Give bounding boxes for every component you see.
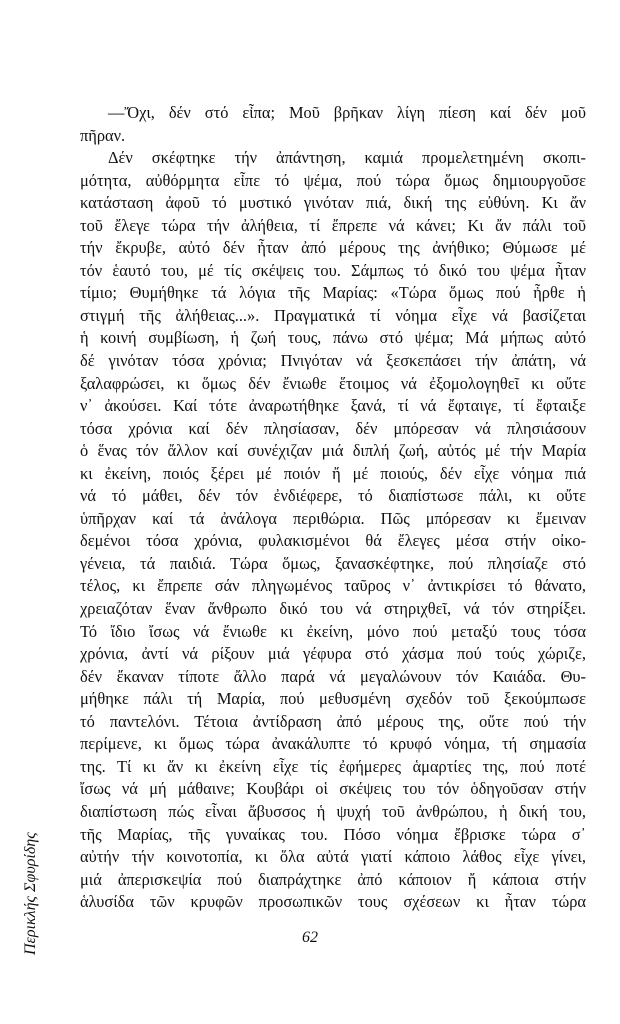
text-line: τόν ἑαυτό του, μέ τίς σκέψεις του. Σάμπως τό δικό του ψέμα ἦταν <box>80 260 586 280</box>
author-name-margin: Περικλής Σφυρίδης <box>22 832 39 955</box>
text-line: μότητα, αὐθόρμητα εἶπε τό ψέμα, πού τώρα ὅμως δημιουργοῦσε <box>80 170 586 190</box>
text-line: της. Τί κι ἄν κι ἐκείνη εἶχε τίς ἐφήμερες ἁμαρτίες της, πού ποτέ <box>80 756 586 776</box>
text-line: ἴσως νά μή μάθαινε; Κουβάρι οἱ σκέψεις του τόν ὁδηγοῦσαν στήν <box>80 779 586 799</box>
text-line: διαπίστωση πώς εἶναι ἄβυσσος ἡ ψυχή τοῦ ἀνθρώπου, ἡ δική του, <box>80 801 586 821</box>
text-line: μιά ἀπερισκεψία πού διαπράχτηκε ἀπό κάποιον ἤ κάποια στήν <box>80 869 586 889</box>
text-line: μήθηκε πάλι τή Μαρία, πού μεθυσμένη σχεδόν τοῦ ξεκούμπωσε <box>80 689 586 709</box>
text-line: γένεια, τά παιδιά. Τώρα ὅμως, ξανασκέφτηκε, πού πλησίαζε στό <box>80 553 586 573</box>
text-line: ἁλυσίδα τῶν κρυφῶν προσωπικῶν τους σχέσεων κι ἦταν τώρα <box>80 892 586 912</box>
text-line: τίμιο; Θυμήθηκε τά λόγια τῆς Μαρίας: «Τώρα ὅμως πού ἦρθε ἡ <box>80 283 586 303</box>
text-line: πῆραν. <box>80 125 126 145</box>
text-line: περίμενε, κι ὅμως τώρα ἀνακάλυπτε τό κρυφό νόημα, τή σημασία <box>80 734 586 754</box>
text-line: νά τό μάθει, δέν τόν ἐνδιέφερε, τό διαπίστωσε πάλι, κι οὔτε <box>80 486 586 506</box>
text-line: τῆς Μαρίας, τῆς γυναίκας του. Πόσο νόημα ἔβρισκε τώρα σ᾿ <box>80 824 586 844</box>
text-line: ν᾿ ἀκούσει. Καί τότε ἀναρωτήθηκε ξανά, τί νά ἔφταιγε, τί ἔφταιξε <box>80 396 586 416</box>
text-line: κι ἐκείνη, ποιός ξέρει μέ ποιόν ἤ μέ ποιούς, δέν εἶχε νόημα πιά <box>80 463 586 483</box>
text-line: δέν ἔκαναν τίποτε ἄλλο παρά νά μεγαλώνουν τόν Καιάδα. Θυ- <box>80 666 586 686</box>
text-line: ἡ κοινή συμβίωση, ἡ ζωή τους, πάνω στό ψέμα; Μά μήπως αὐτό <box>80 328 586 348</box>
text-line: κατάσταση ἀφοῦ τό μυστικό γινόταν πιά, δική της εὐθύνη. Κι ἄν <box>80 193 586 213</box>
text-line: ξαλαφρώσει, κι ὅμως δέν ἔνιωθε ἕτοιμος νά ἐξομολογηθεῖ κι οὔτε <box>80 373 586 393</box>
text-line: δέ γινόταν τόσα χρόνια; Πνιγόταν νά ξεσκεπάσει τήν ἀπάτη, νά <box>80 351 586 371</box>
text-line: Τό ἴδιο ἴσως νά ἔνιωθε κι ἐκείνη, μόνο πού μεταξύ τους τόσα <box>80 621 586 641</box>
text-line: χρόνια, ἀντί νά ρίξουν μιά γέφυρα στό χάσμα πού τούς χώριζε, <box>80 644 586 664</box>
text-line: ὁ ἕνας τόν ἄλλον καί συνέχιζαν μιά διπλή ζωή, αὐτός μέ τήν Μαρία <box>80 441 586 461</box>
text-line: τοῦ ἔλεγε τώρα τήν ἀλήθεια, τί ἔπρεπε νά κάνει; Κι ἄν πάλι τοῦ <box>80 215 586 235</box>
text-line: στιγμή τῆς ἀλήθειας...». Πραγματικά τί νόημα εἶχε νά βασίζεται <box>80 305 586 325</box>
text-line: —Ὄχι, δέν στό εἶπα; Μοῦ βρῆκαν λίγη πίεση καί δέν μοῦ <box>108 103 586 122</box>
text-line: ὑπῆρχαν καί τά ἀνάλογα περιθώρια. Πῶς μπόρεσαν κι ἔμειναν <box>80 508 586 528</box>
text-line: τέλος, κι ἔπρεπε σάν πληγωμένος ταῦρος ν᾿ ἀντικρίσει τό θάνατο, <box>80 576 586 596</box>
text-line: χρειαζόταν ἕναν ἄνθρωπο δικό του νά στηριχθεῖ, νά τόν στηρίξει. <box>80 599 586 619</box>
text-line: Δέν σκέφτηκε τήν ἀπάντηση, καμιά προμελετημένη σκοπι- <box>108 148 586 168</box>
page-number: 62 <box>302 929 318 946</box>
text-line: αὐτήν τήν κοινοτοπία, κι ὅλα αὐτά γιατί κάποιο λάθος εἶχε γίνει, <box>80 847 586 867</box>
text-line: δεμένοι τόσα χρόνια, φυλακισμένοι θά ἔλεγες μέσα στήν οἰκο- <box>80 531 586 551</box>
text-line: τό παντελόνι. Τέτοια ἀντίδραση ἀπό μέρους της, οὔτε πού τήν <box>80 711 586 731</box>
text-line: τήν ἔκρυβε, αὐτό δέν ἦταν ἀπό μέρους της ἀνήθικο; Θύμωσε μέ <box>80 238 586 258</box>
text-line: τόσα χρόνια καί δέν πλησίασαν, δέν μπόρεσαν νά πλησιάσουν <box>80 418 586 438</box>
body-text <box>80 102 586 914</box>
